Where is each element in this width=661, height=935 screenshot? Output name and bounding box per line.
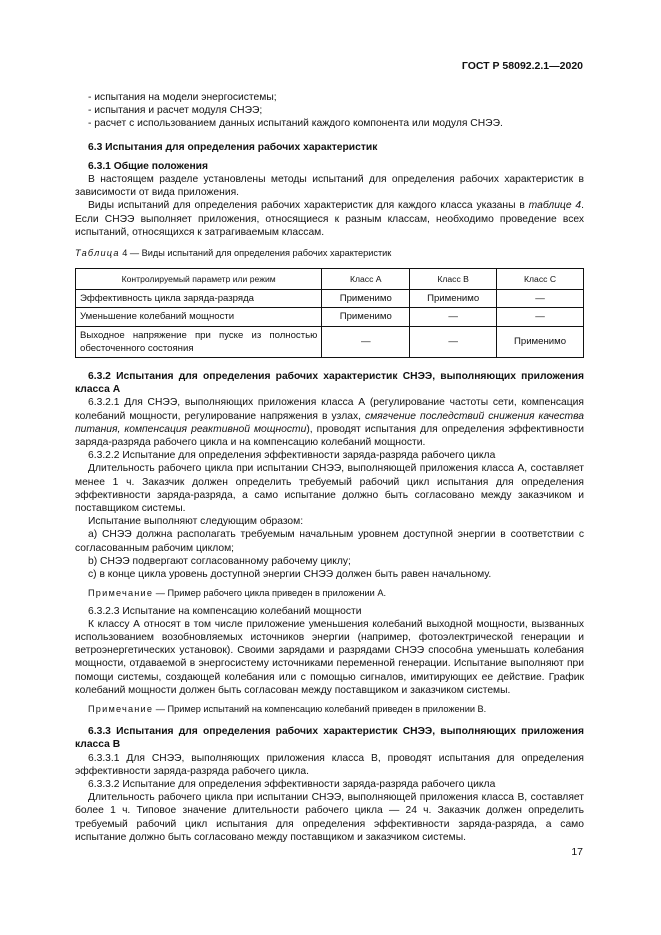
table-row — [76, 308, 584, 326]
list-item: b) СНЭЭ подвергают согласованному рабочему циклу; — [88, 555, 351, 567]
note: Примечание — Пример рабочего цикла приведен в приложении А. — [88, 588, 386, 599]
paragraph: Виды испытаний для определения рабочих характеристик для каждого класса указаны в таблице 4. Если СНЭЭ выполняет приложения, относящиеся к разным классам, необходимо проведение всех испытаний, относящихся к затрагиваемым классам. — [75, 200, 584, 238]
list-item: - испытания и расчет модуля СНЭЭ; — [88, 105, 263, 117]
table-cell: — — [410, 308, 497, 326]
table-header-row — [76, 269, 584, 290]
table-cell: — — [322, 326, 410, 357]
document-body — [75, 91, 584, 844]
table-cell: Применимо — [322, 290, 410, 308]
table-cell: Применимо — [322, 308, 410, 326]
table-header-cell: Класс С — [497, 269, 584, 290]
table-header-cell: Контролируемый параметр или режим — [76, 269, 322, 290]
table-header-cell: Класс В — [410, 269, 497, 290]
list-item: a) СНЭЭ должна располагать требуемым начальным уровнем доступной энергии в соответствии с согласованным рабочим циклом; — [75, 529, 584, 554]
paragraph: 6.3.2.3 Испытание на компенсацию колебаний мощности — [88, 605, 362, 617]
document-header: ГОСТ Р 58092.2.1—2020 — [461, 60, 583, 72]
table-cell: Уменьшение колебаний мощности — [76, 308, 322, 326]
table-cell: — — [497, 308, 584, 326]
paragraph: В настоящем разделе установлены методы испытаний для определения рабочих характеристик в зависимости от вида приложения. — [75, 174, 584, 199]
subsection-heading: 6.3.1 Общие положения — [88, 160, 208, 172]
paragraph: К классу А относят в том числе приложение уменьшения колебаний выходной мощности, вызванных использованием возобновляемых источников энергии (например, фотоэлектрической генерации и ветроэнергетических установок). Своими зарядами и разрядами СНЭЭ способна уменьшать колебания мощности, отдаваемой в энергосистему источниками переменной генерации. Испытание выполняют при помощи системы, создающей колебания или с помощью сигналов, имитирующих ее действие. График колебаний мощности должен быть согласован между поставщиком и заказчиком системы. — [75, 618, 584, 696]
page-number: 17 — [571, 846, 583, 858]
table-header-cell: Класс А — [322, 269, 410, 290]
test-types-table — [75, 268, 584, 358]
table-reference: таблице 4 — [528, 200, 582, 212]
table-row — [76, 290, 584, 308]
paragraph: 6.3.3.2 Испытание для определения эффективности заряда-разряда рабочего цикла — [88, 778, 496, 790]
section-heading: 6.3 Испытания для определения рабочих характеристик — [88, 141, 378, 153]
paragraph: 6.3.2.2 Испытание для определения эффективности заряда-разряда рабочего цикла — [88, 450, 496, 462]
table-cell: Выходное напряжение при пуске из полностью обесточенного состояния — [76, 326, 322, 357]
table-caption: Таблица 4 — Виды испытаний для определения рабочих характеристик — [75, 248, 392, 259]
note: Примечание — Пример испытаний на компенсацию колебаний приведен в приложении В. — [88, 703, 487, 714]
table-cell: — — [497, 290, 584, 308]
table-row — [76, 326, 584, 357]
table-cell: — — [410, 326, 497, 357]
paragraph: 6.3.2.1 Для СНЭЭ, выполняющих приложения класса А (регулирование частоты сети, компенсация колебаний мощности, регулирование напряжения в узлах, смягчение последствий снижения качества питания, компенсация реактивной мощности), проводят испытания для определения эффективности заряда-разряда рабочего цикла и на компенсацию колебаний мощности. — [75, 397, 584, 449]
table-cell: Применимо — [410, 290, 497, 308]
list-item: c) в конце цикла уровень доступной энергии СНЭЭ должен быть равен начальному. — [88, 569, 492, 581]
table-cell: Эффективность цикла заряда-разряда — [76, 290, 322, 308]
bullet-list — [75, 91, 584, 131]
table-cell: Применимо — [497, 326, 584, 357]
paragraph: Длительность рабочего цикла при испытании СНЭЭ, выполняющей приложения класса А, составляет менее 1 ч. Заказчик должен определить требуемый рабочий цикл испытания для определения эффективности заряда-разряда, а само испытание должно быть согласовано между заказчиком и поставщиком системы. — [75, 463, 584, 515]
paragraph: Длительность рабочего цикла при испытании СНЭЭ, выполняющей приложения класса В, составляет более 1 ч. Типовое значение длительности рабочего цикла — 24 ч. Заказчик должен определить требуемый рабочий цикл испытания для определения эффективности заряда-разряда, а само испытание должно быть согласовано между поставщиком и заказчиком системы. — [75, 792, 584, 843]
list-item: - расчет с использованием данных испытаний каждого компонента или модуля СНЭЭ. — [88, 118, 503, 130]
paragraph: 6.3.3.1 Для СНЭЭ, выполняющих приложения класса В, проводят испытания для определения эффективности заряда-разряда рабочего цикла. — [75, 752, 584, 777]
paragraph: Испытание выполняют следующим образом: — [88, 516, 304, 528]
section-heading: 6.3.3 Испытания для определения рабочих характеристик СНЭЭ, выполняющих приложения класса В — [75, 726, 584, 751]
list-item: - испытания на модели энергосистемы; — [88, 92, 277, 103]
section-heading: 6.3.2 Испытания для определения рабочих характеристик СНЭЭ, выполняющих приложения класса А — [75, 371, 584, 396]
